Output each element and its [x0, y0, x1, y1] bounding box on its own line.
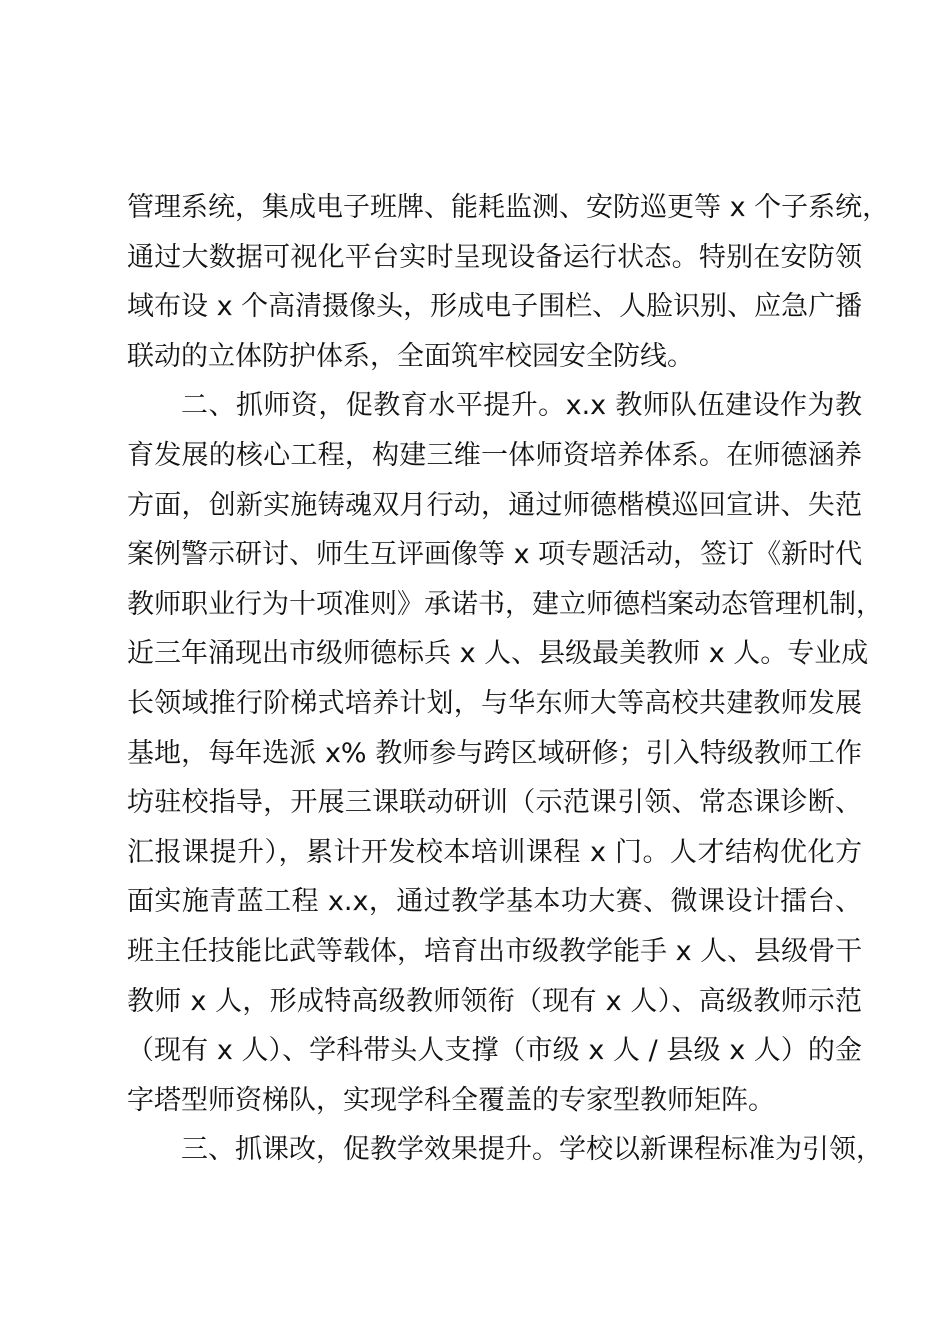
- text-line: 面实施青蓝工程 x.x，通过教学基本功大赛、微课设计擂台、: [127, 886, 862, 918]
- text-line: 教师 x 人，形成特高级教师领衔（现有 x 人）、高级教师示范: [127, 985, 862, 1017]
- text-line: 长领域推行阶梯式培养计划，与华东师大等高校共建教师发展: [127, 687, 862, 719]
- text-line: 近三年涌现出市级师德标兵 x 人、县级最美教师 x 人。专业成: [127, 638, 869, 670]
- text-line: 坊驻校指导，开展三课联动研训（示范课引领、常态课诊断、: [127, 787, 862, 819]
- text-line: 通过大数据可视化平台实时呈现设备运行状态。特别在安防领: [127, 241, 862, 273]
- text-line: 教师职业行为十项准则》承诺书，建立师德档案动态管理机制，: [127, 588, 883, 620]
- section-heading-line: 三、抓课改，促教学效果提升。学校以新课程标准为引领，: [181, 1134, 883, 1166]
- text-line: 汇报课提升），累计开发校本培训课程 x 门。人才结构优化方: [127, 836, 862, 868]
- text-line: 基地，每年选派 x% 教师参与跨区域研修；引入特级教师工作: [127, 737, 862, 769]
- text-line: 字塔型师资梯队，实现学科全覆盖的专家型教师矩阵。: [127, 1084, 775, 1116]
- text-line: 班主任技能比武等载体，培育出市级教学能手 x 人、县级骨干: [127, 935, 863, 967]
- text-line: 联动的立体防护体系，全面筑牢校园安全防线。: [127, 340, 694, 372]
- text-line: 管理系统，集成电子班牌、能耗监测、安防巡更等 x 个子系统，: [127, 192, 890, 223]
- text-line: 案例警示研讨、师生互评画像等 x 项专题活动，签订《新时代: [127, 539, 863, 571]
- text-line: 域布设 x 个高清摄像头，形成电子围栏、人脸识别、应急广播: [127, 291, 863, 323]
- text-line: 方面，创新实施铸魂双月行动，通过师德楷模巡回宣讲、失范: [127, 489, 862, 521]
- section-heading-line: 二、抓师资，促教育水平提升。x.x 教师队伍建设作为教: [181, 390, 862, 422]
- text-line: 育发展的核心工程，构建三维一体师资培养体系。在师德涵养: [127, 439, 862, 471]
- text-line: （现有 x 人）、学科带头人支撑（市级 x 人 / 县级 x 人）的金: [127, 1035, 862, 1067]
- document-body: [127, 183, 890, 1175]
